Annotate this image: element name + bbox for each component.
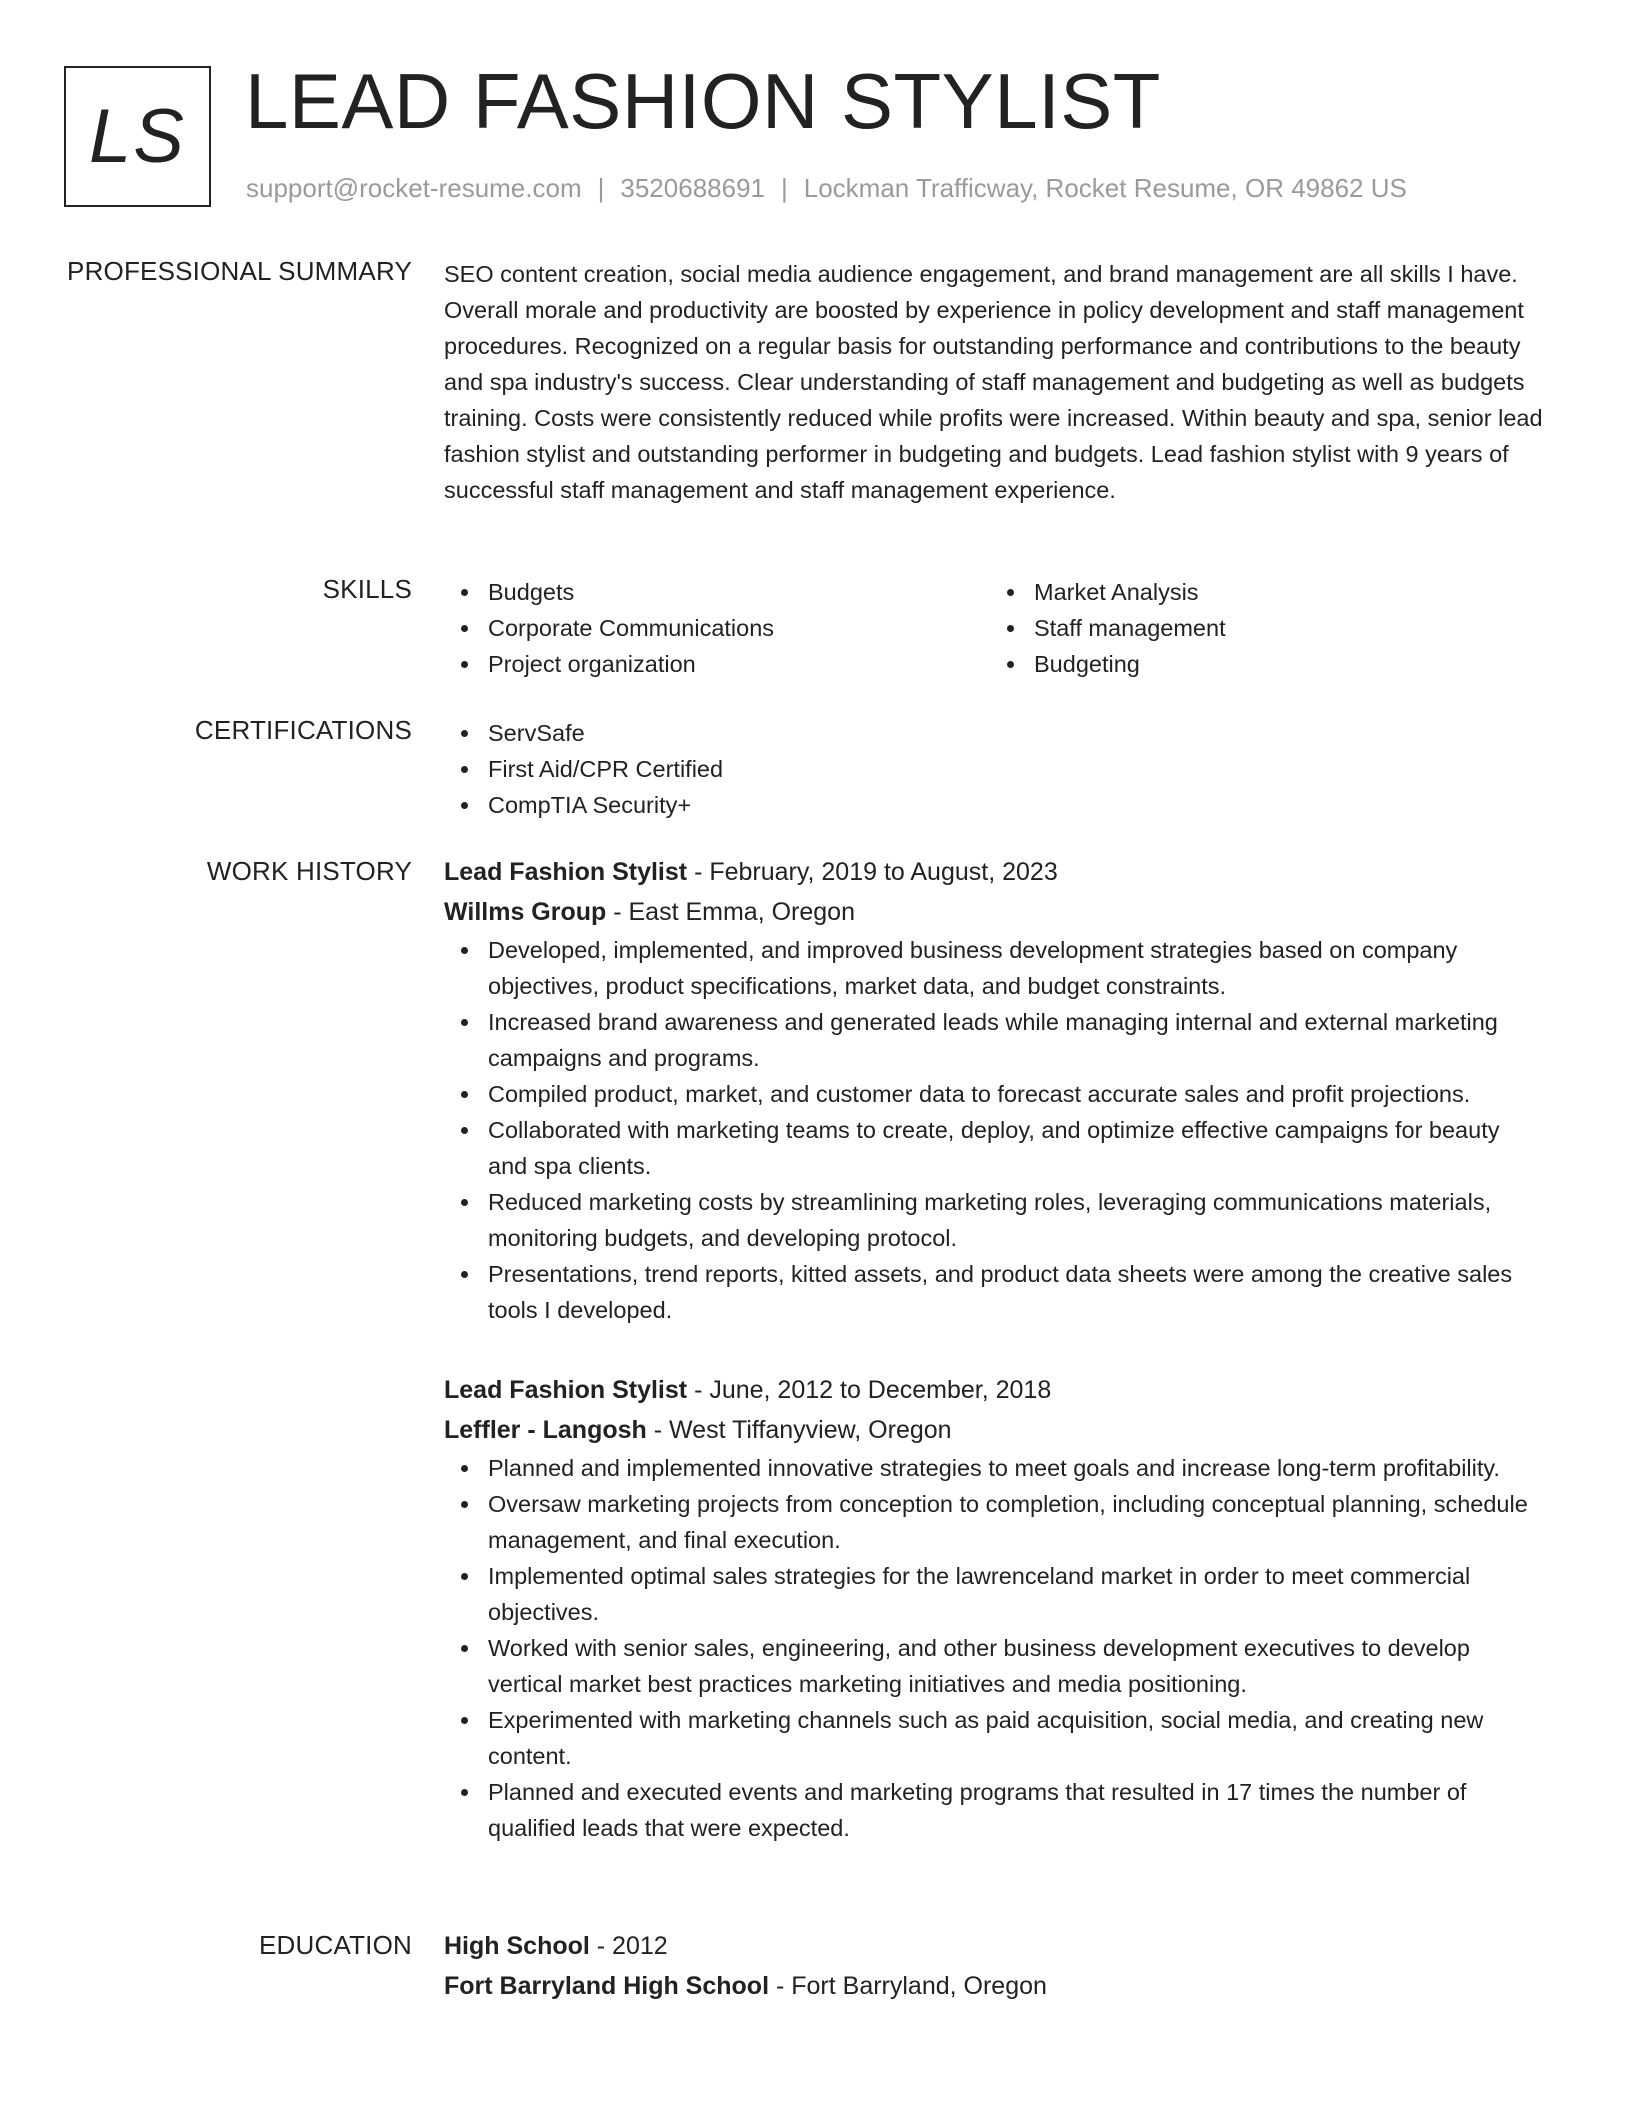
job-bullet: Planned and executed events and marketing programs that resulted in 17 times the number of qualified leads that were expected. <box>444 1774 1544 1846</box>
education-year: - 2012 <box>596 1932 668 1960</box>
education-school-line <box>444 1966 1544 2006</box>
job-dates: - June, 2012 to December, 2018 <box>694 1376 1052 1404</box>
skill-item: Market Analysis <box>990 574 1536 610</box>
job-dates: - February, 2019 to August, 2023 <box>694 858 1058 886</box>
job-entry <box>444 852 1544 1328</box>
job-location: - West Tiffanyview, Oregon <box>653 1416 952 1444</box>
contact-line <box>246 173 1407 204</box>
education-school: Fort Barryland High School <box>444 1972 770 2000</box>
job-bullets <box>444 1450 1544 1846</box>
job-bullet: Increased brand awareness and generated leads while managing internal and external marketing campaigns and programs. <box>444 1004 1544 1076</box>
job-bullet: Implemented optimal sales strategies for the lawrenceland market in order to meet commercial objectives. <box>444 1558 1544 1630</box>
contact-email[interactable]: support@rocket-resume.com <box>246 173 582 203</box>
summary-body <box>444 256 1544 508</box>
skills-column-left <box>444 574 990 682</box>
education-entry <box>444 1926 1544 2006</box>
certifications-list <box>444 715 1544 823</box>
section-label-education: EDUCATION <box>259 1930 412 1960</box>
job-company-line <box>444 1410 1544 1450</box>
summary-text: SEO content creation, social media audience engagement, and brand management are all skills I have. Overall morale and productivity are boosted by experience in policy development and staff management procedures. Recognized on a regular basis for outstanding performance and contributions to the beauty and spa industry's success. Clear understanding of staff management and budgeting as well as budgets training. Costs were consistently reduced while profits were increased. Within beauty and spa, senior lead fashion stylist and outstanding performer in budgeting and budgets. Lead fashion stylist with 9 years of successful staff management and staff management experience. <box>444 261 1543 503</box>
skill-item: Project organization <box>444 646 990 682</box>
certification-item: CompTIA Security+ <box>444 787 1544 823</box>
skills-list <box>444 574 1544 682</box>
job-company-line <box>444 892 1544 932</box>
skill-item: Staff management <box>990 610 1536 646</box>
monogram-logo: LS <box>64 66 211 207</box>
contact-separator: | <box>597 173 605 203</box>
section-label-skills: SKILLS <box>322 574 412 604</box>
job-bullet: Reduced marketing costs by streamlining marketing roles, leveraging communications materials, monitoring budgets, and developing protocol. <box>444 1184 1544 1256</box>
job-bullet: Developed, implemented, and improved business development strategies based on company objectives, product specifications, market data, and budget constraints. <box>444 932 1544 1004</box>
job-company: Willms Group <box>444 898 607 926</box>
page-title: LEAD FASHION STYLIST <box>245 57 1161 145</box>
certification-item: ServSafe <box>444 715 1544 751</box>
job-entry <box>444 1370 1544 1846</box>
job-title-line <box>444 852 1544 892</box>
certification-item: First Aid/CPR Certified <box>444 751 1544 787</box>
job-title-line <box>444 1370 1544 1410</box>
contact-phone[interactable]: 3520688691 <box>620 173 765 203</box>
job-bullets <box>444 932 1544 1328</box>
job-title: Lead Fashion Stylist <box>444 858 688 886</box>
job-bullet: Experimented with marketing channels such as paid acquisition, social media, and creating new content. <box>444 1702 1544 1774</box>
section-label-work-history: WORK HISTORY <box>206 856 412 886</box>
education-degree: High School <box>444 1932 590 1960</box>
job-title: Lead Fashion Stylist <box>444 1376 688 1404</box>
section-label-summary: PROFESSIONAL SUMMARY <box>67 256 412 286</box>
job-bullet: Planned and implemented innovative strategies to meet goals and increase long-term profitability. <box>444 1450 1544 1486</box>
section-label-certifications: CERTIFICATIONS <box>194 715 412 745</box>
skills-column-right <box>990 574 1536 682</box>
education-location: - Fort Barryland, Oregon <box>775 1972 1047 2000</box>
education-degree-line <box>444 1926 1544 1966</box>
job-bullet: Worked with senior sales, engineering, and other business development executives to develop vertical market best practices marketing initiatives and media positioning. <box>444 1630 1544 1702</box>
job-bullet: Presentations, trend reports, kitted assets, and product data sheets were among the creative sales tools I developed. <box>444 1256 1544 1328</box>
skill-item: Corporate Communications <box>444 610 990 646</box>
job-bullet: Compiled product, market, and customer data to forecast accurate sales and profit projections. <box>444 1076 1544 1112</box>
job-bullet: Collaborated with marketing teams to create, deploy, and optimize effective campaigns for beauty and spa clients. <box>444 1112 1544 1184</box>
job-location: - East Emma, Oregon <box>613 898 855 926</box>
job-company: Leffler - Langosh <box>444 1416 647 1444</box>
skill-item: Budgeting <box>990 646 1536 682</box>
skill-item: Budgets <box>444 574 990 610</box>
job-bullet: Oversaw marketing projects from conception to completion, including conceptual planning, schedule management, and final execution. <box>444 1486 1544 1558</box>
contact-separator: | <box>781 173 788 203</box>
contact-address: Lockman Trafficway, Rocket Resume, OR 49862 US <box>803 173 1407 203</box>
